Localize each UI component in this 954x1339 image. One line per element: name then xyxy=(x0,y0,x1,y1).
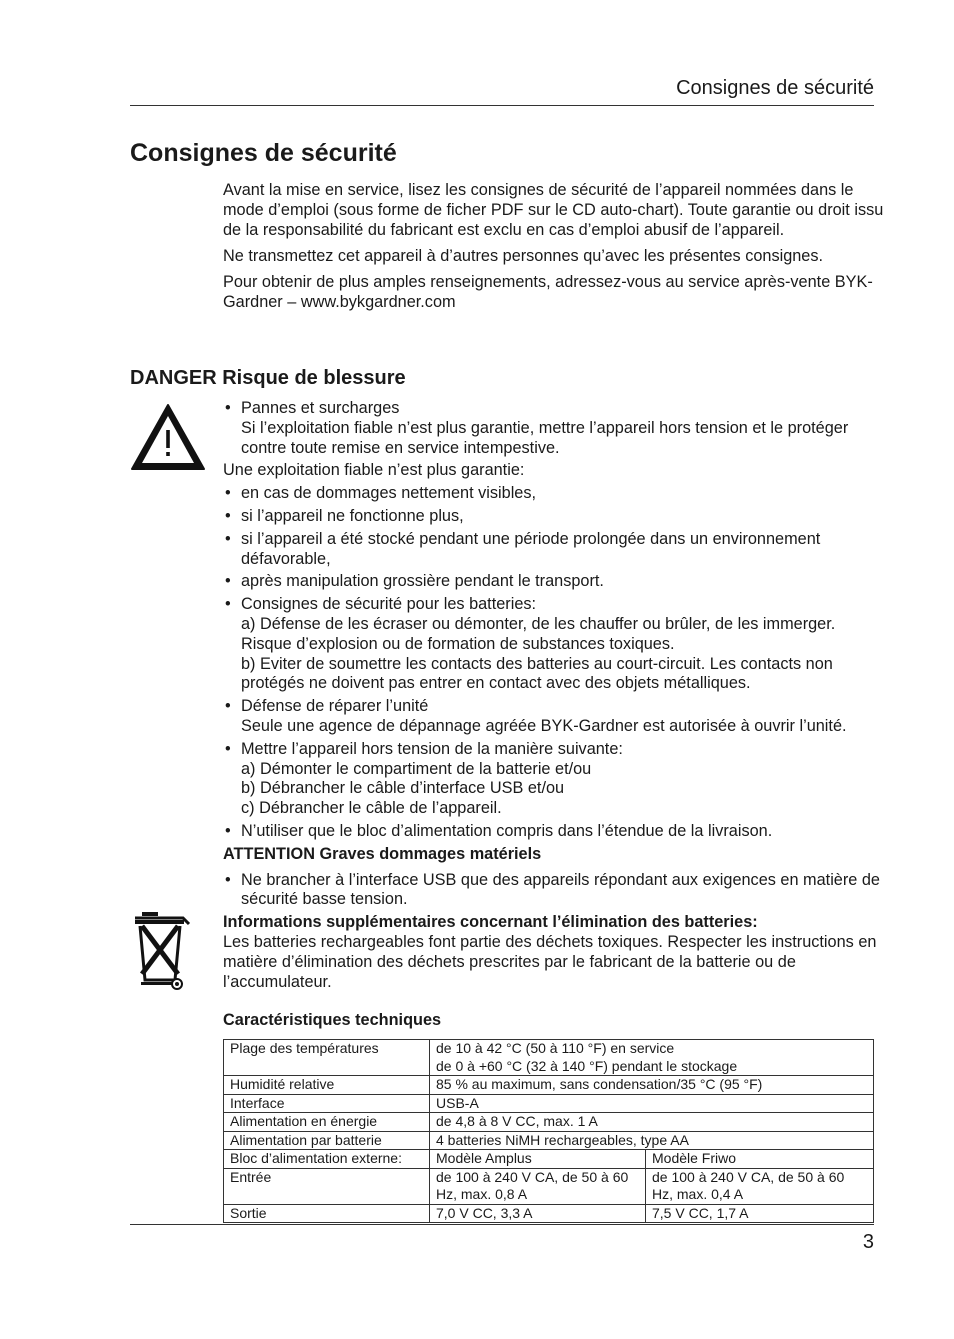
spec-value: de 100 à 240 V CA, de 50 à 60 Hz, max. 0,8 A xyxy=(430,1168,646,1204)
spec-label: Alimentation par batterie xyxy=(224,1131,430,1150)
attention-list xyxy=(223,871,885,911)
header-rule xyxy=(130,105,874,106)
list-item xyxy=(223,399,885,458)
item-text: Seule une agence de dépannage agréée BYK-Gardner est autorisée à ouvrir l’unité. xyxy=(241,716,847,735)
attention-heading: ATTENTION Graves dommages matériels xyxy=(223,844,542,863)
table-row xyxy=(224,1150,874,1169)
spec-value: 4 batteries NiMH rechargeables, type AA xyxy=(430,1131,874,1150)
item-title: • Consignes de sécurité pour les batteries: xyxy=(241,595,537,614)
table-row xyxy=(224,1040,874,1076)
spec-label: Bloc d’alimentation externe: xyxy=(224,1150,430,1169)
specs-heading: Caractéristiques techniques xyxy=(223,1011,442,1030)
spec-value: 7,5 V CC, 1,7 A xyxy=(646,1204,874,1223)
disposal-text: Les batteries rechargeables font partie des déchets toxiques. Respecter les instructions en matière d’élimination des déchets prescrites par le fabricant de la batterie ou de l’accumulateur. xyxy=(223,932,877,991)
spec-value: Modèle Friwo xyxy=(646,1150,874,1169)
warning-triangle-icon xyxy=(130,403,206,471)
spec-label: Sortie xyxy=(224,1204,430,1223)
spec-value: de 100 à 240 V CA, de 50 à 60 Hz, max. 0,4 A xyxy=(646,1168,874,1204)
item-text: a) Démonter le compartiment de la batterie et/ou xyxy=(241,759,592,778)
spec-value: 85 % au maximum, sans condensation/35 °C (95 °F) xyxy=(430,1076,874,1095)
spec-value: 7,0 V CC, 3,3 A xyxy=(430,1204,646,1223)
item-text: a) Défense de les écraser ou démonter, de les chauffer ou brûler, de les immerger. Risque d’explosion ou de formation de substances toxiques. xyxy=(241,614,836,653)
running-header: Consignes de sécurité xyxy=(676,77,874,99)
item-title: • Mettre l’appareil hors tension de la manière suivante: xyxy=(241,739,623,758)
danger-heading: DANGER Risque de blessure xyxy=(130,367,406,389)
spec-label: Alimentation en énergie xyxy=(224,1113,430,1132)
intro-paragraph: Pour obtenir de plus amples renseignements, adressez-vous au service après-vente BYK-Gardner – www.bykgardner.com xyxy=(223,273,873,311)
spec-label: Plage des températures xyxy=(224,1040,430,1076)
item-title: • Défense de réparer l’unité xyxy=(241,697,429,716)
item-text: Si l’exploitation fiable n’est plus garantie, mettre l’appareil hors tension et le protéger contre toute remise en service intempestive. xyxy=(241,418,849,457)
footer-rule xyxy=(130,1224,874,1225)
list-item xyxy=(223,740,885,819)
spec-value-line: de 0 à +60 °C (32 à 140 °F) pendant le stockage xyxy=(436,1057,738,1074)
conditions-lead: Une exploitation fiable n’est plus garantie: xyxy=(223,461,525,480)
spec-value: Modèle Amplus xyxy=(430,1150,646,1169)
disposal-heading: Informations supplémentaires concernant l’élimination des batteries: xyxy=(223,913,758,932)
spec-label: Interface xyxy=(224,1094,430,1113)
list-item: • N’utiliser que le bloc d’alimentation compris dans l’étendue de la livraison. xyxy=(223,822,885,842)
spec-value xyxy=(430,1040,874,1076)
item-title: • Pannes et surcharges xyxy=(241,399,400,417)
list-item: • Ne brancher à l’interface USB que des appareils répondant aux exigences en matière de sécurité basse tension. xyxy=(223,871,885,911)
list-item xyxy=(223,697,885,737)
spec-value: de 4,8 à 8 V CC, max. 1 A xyxy=(430,1113,874,1132)
intro-paragraph: Avant la mise en service, lisez les consignes de sécurité de l’appareil nommées dans le mode d’emploi (sous forme de ficher PDF sur le CD auto-chart). Toute garantie ou droit issu de la responsabilité du fabricant est exclu en cas d’emploi abusif de l’appareil. xyxy=(223,181,884,239)
safety-content xyxy=(223,399,885,1223)
table-row xyxy=(224,1168,874,1204)
spec-label: Entrée xyxy=(224,1168,430,1204)
list-item xyxy=(223,595,885,694)
conditions-list xyxy=(223,484,885,842)
spec-value: USB-A xyxy=(430,1094,874,1113)
crossed-out-bin-icon xyxy=(133,910,191,992)
item-text: b) Eviter de soumettre les contacts des batteries au court-circuit. Les contacts non protégés ne doivent pas entrer en contact avec des objets métalliques. xyxy=(241,654,833,693)
table-row xyxy=(224,1094,874,1113)
page-title: Consignes de sécurité xyxy=(130,139,397,167)
table-row xyxy=(224,1076,874,1095)
spec-label: Humidité relative xyxy=(224,1076,430,1095)
disposal-info xyxy=(223,913,885,992)
table-row xyxy=(224,1113,874,1132)
page-number: 3 xyxy=(862,1231,874,1253)
table-row xyxy=(224,1204,874,1223)
table-row xyxy=(224,1131,874,1150)
list-item: • si l’appareil a été stocké pendant une période prolongée dans un environnement défavorable, xyxy=(223,530,885,570)
list-item: • en cas de dommages nettement visibles, xyxy=(223,484,885,504)
item-text: b) Débrancher le câble d’interface USB et/ou xyxy=(241,779,565,798)
spec-value-line: de 10 à 42 °C (50 à 110 °F) en service xyxy=(436,1040,675,1057)
item-text: c) Débrancher le câble de l’appareil. xyxy=(241,799,502,818)
list-item: • après manipulation grossière pendant le transport. xyxy=(223,572,885,592)
specs-table xyxy=(223,1039,874,1223)
list-item: • si l’appareil ne fonctionne plus, xyxy=(223,507,885,527)
intro-paragraph: Ne transmettez cet appareil à d’autres personnes qu’avec les présentes consignes. xyxy=(223,247,824,265)
danger-list xyxy=(223,399,885,458)
intro-section xyxy=(223,180,885,318)
